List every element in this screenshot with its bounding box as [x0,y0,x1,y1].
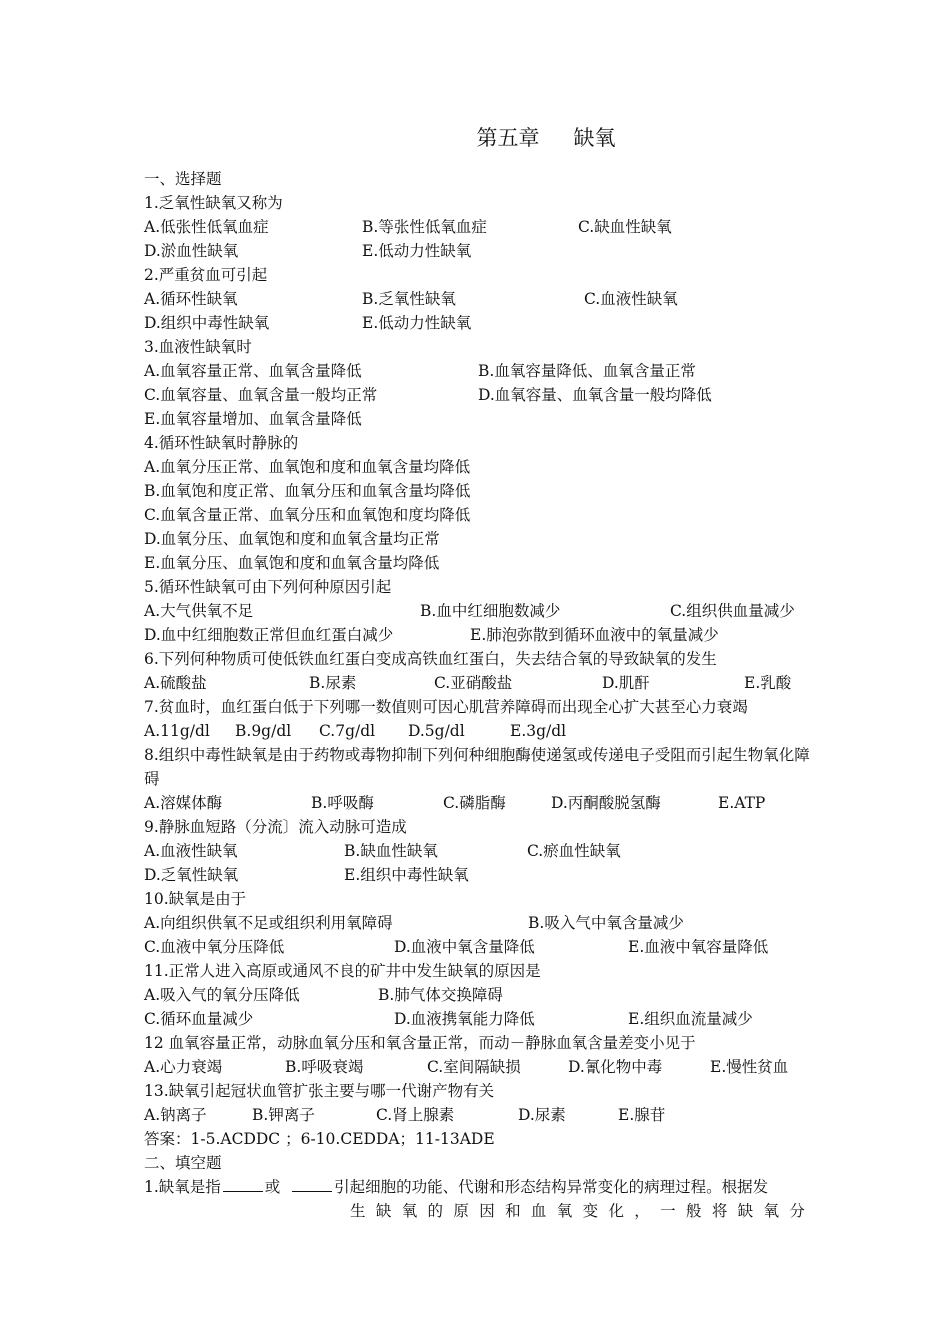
option-choice[interactable]: B.钾离子 [252,1106,315,1124]
chapter-title [0,122,950,152]
option-choice[interactable]: E.组织中毒性缺氧 [344,866,469,884]
option-choice[interactable]: D.5g/dl [408,722,465,740]
option-row [144,839,814,863]
question-stem: 10.缺氧是由于 [144,890,247,908]
option-choice[interactable]: D.血氧容量、血氧含量一般均降低 [478,386,712,404]
option-choice[interactable]: E.低动力性缺氧 [362,314,472,332]
option-choice[interactable]: E.乳酸 [744,674,792,692]
option-choice[interactable]: E.3g/dl [510,722,567,740]
spread-char: 氧 [556,1202,573,1220]
question-stem: 2.严重贫血可引起 [144,266,268,284]
option-choice[interactable]: B.等张性低氧血症 [362,218,487,236]
option-choice[interactable]: E.组织血流量减少 [628,1010,753,1028]
option-choice[interactable]: D.尿素 [518,1106,566,1124]
spread-char: 缺 [375,1202,392,1220]
option-choice[interactable]: A.向组织供氧不足或组织利用氧障碍 [144,914,393,932]
option-choice[interactable]: D.肌酐 [602,674,650,692]
option-row [144,503,814,527]
spread-char: 氧 [763,1202,780,1220]
option-choice[interactable]: B.呼吸酶 [311,794,374,812]
option-choice[interactable]: A.血氧分压正常、血氧饱和度和血氧含量均降低 [144,458,471,476]
option-choice[interactable]: C.血液中氧分压降低 [144,938,285,956]
option-choice[interactable]: D.血液中氧含量降低 [394,938,535,956]
option-choice[interactable]: C.组织供血量减少 [670,602,795,620]
option-row [144,527,814,551]
option-choice[interactable]: E.肺泡弥散到循环血液中的氧量减少 [470,626,719,644]
question-list [144,191,814,1127]
option-choice[interactable]: D.血中红细胞数正常但血红蛋白减少 [144,626,394,644]
option-choice[interactable]: A.11g/dl [144,722,210,740]
spread-char: 般 [685,1202,702,1220]
fill-continuation [144,1199,814,1223]
fill-suffix: 引起细胞的功能、代谢和形态结构异常变化的病理过程。根据发 [334,1178,769,1196]
option-choice[interactable]: C.血氧容量、血氧含量一般均正常 [144,386,378,404]
option-choice[interactable]: C.缺血性缺氧 [578,218,672,236]
option-row [144,719,814,743]
option-choice[interactable]: C.7g/dl [319,722,376,740]
fill-mid: 或 [264,1178,281,1196]
option-row [144,239,814,263]
answer-key: 答案：1-5.ACDDC ；6-10.CEDDA；11-13ADE [144,1130,495,1148]
spread-char: 分 [789,1202,805,1220]
option-choice[interactable]: D.丙酮酸脱氢酶 [551,794,661,812]
option-row [144,359,814,383]
option-choice[interactable]: C.磷脂酶 [443,794,506,812]
option-choice[interactable]: A.大气供氧不足 [144,602,254,620]
option-choice[interactable]: A.血液性缺氧 [144,842,238,860]
question-stem: 5.循环性缺氧可由下列何种原因引起 [144,578,392,596]
option-row [144,599,814,623]
option-choice[interactable]: E.血氧分压、血氧饱和度和血氧含量均降低 [144,554,440,572]
exam-content [144,167,814,1223]
answer-blank[interactable] [223,1176,263,1192]
spread-char: 血 [530,1202,547,1220]
answer-blank[interactable] [292,1176,332,1192]
spread-char: 和 [505,1202,521,1220]
option-choice[interactable]: C.血氧含量正常、血氧分压和血氧饱和度均降低 [144,506,471,524]
option-choice[interactable]: A.硫酸盐 [144,674,207,692]
question-stem: 9.静脉血短路（分流〕流入动脉可造成 [144,818,407,836]
option-row [144,407,814,431]
option-row [144,935,814,959]
option-choice[interactable]: B.吸入气中氧含量减少 [528,914,684,932]
option-choice[interactable]: B.乏氧性缺氧 [362,290,456,308]
option-row [144,1007,814,1031]
spread-char: 缺 [737,1202,754,1220]
question-stem: 3.血液性缺氧时 [144,338,252,356]
option-row [144,863,814,887]
option-choice[interactable]: E.低动力性缺氧 [362,242,472,260]
spread-char: 原 [453,1202,469,1220]
option-row [144,383,814,407]
option-choice[interactable]: E.血液中氧容量降低 [628,938,769,956]
spread-char: 氧 [401,1202,418,1220]
option-choice[interactable]: B.肺气体交换障碍 [378,986,503,1004]
spread-char: ， [634,1202,650,1220]
spread-char: 生 [350,1202,366,1220]
option-row [144,911,814,935]
option-choice[interactable]: D.组织中毒性缺氧 [144,314,270,332]
question-stem: 1.乏氧性缺氧又称为 [144,194,283,212]
section-heading: 一、选择题 [144,170,222,188]
option-choice[interactable]: C.肾上腺素 [376,1106,455,1124]
option-choice[interactable]: D.淤血性缺氧 [144,242,239,260]
option-choice[interactable]: E.腺苷 [618,1106,666,1124]
question-stem: 7.贫血时，血红蛋白低于下列哪一数值则可因心肌营养障碍而出现全心扩大甚至心力衰竭 [144,698,748,716]
option-row [144,623,814,647]
option-row [144,215,814,239]
option-choice[interactable]: C.瘀血性缺氧 [527,842,621,860]
option-choice[interactable]: D.血液携氧能力降低 [394,1010,535,1028]
option-row [144,287,814,311]
option-choice[interactable]: B.尿素 [309,674,357,692]
option-choice[interactable]: B.血氧饱和度正常、血氧分压和血氧含量均降低 [144,482,471,500]
option-row [144,311,814,335]
question-stem: 12 血氧容量正常，动脉血氧分压和氧含量正常，而动－静脉血氧含量差变小见于 [144,1034,696,1052]
option-choice[interactable]: B.缺血性缺氧 [344,842,438,860]
option-choice[interactable]: D.氰化物中毒 [568,1058,663,1076]
option-choice[interactable]: A.血氧容量正常、血氧含量降低 [144,362,362,380]
option-choice[interactable]: A.心力衰竭 [144,1058,223,1076]
chapter-number: 第五章 [476,126,540,150]
option-choice[interactable]: C.室间隔缺损 [427,1058,521,1076]
question-stem: 11.正常人进入高原或通风不良的矿井中发生缺氧的原因是 [144,962,541,980]
spread-char: 将 [711,1202,728,1220]
question-stem: 4.循环性缺氧时静脉的 [144,434,299,452]
option-choice[interactable]: A.钠离子 [144,1106,207,1124]
option-choice[interactable]: A.循环性缺氧 [144,290,238,308]
spread-char: 变 [582,1202,599,1220]
option-choice[interactable]: E.ATP [718,794,766,812]
option-choice[interactable]: B.9g/dl [235,722,292,740]
fill-question [144,1175,814,1199]
question-stem: 13.缺氧引起冠状血管扩张主要与哪一代谢产物有关 [144,1082,495,1100]
spread-char: 的 [427,1202,444,1220]
option-choice[interactable]: C.循环血量减少 [144,1010,254,1028]
option-row [144,1103,814,1127]
option-choice[interactable]: E.血氧容量增加、血氧含量降低 [144,410,362,428]
question-stem: 6.下列何种物质可使低铁血红蛋白变成高铁血红蛋白，失去结合氧的导致缺氧的发生 [144,650,717,668]
option-choice[interactable]: D.乏氧性缺氧 [144,866,239,884]
chapter-topic: 缺氧 [573,126,616,150]
option-row [144,983,814,1007]
spread-text [350,1199,805,1223]
option-choice[interactable]: A.吸入气的氧分压降低 [144,986,300,1004]
section-heading: 二、填空题 [144,1154,222,1172]
option-choice[interactable]: D.血氧分压、血氧饱和度和血氧含量均正常 [144,530,440,548]
option-choice[interactable]: B.血中红细胞数减少 [420,602,561,620]
spread-char: 一 [660,1202,676,1220]
spread-char: 化 [608,1202,624,1220]
fill-prefix: 1.缺氧是指 [144,1178,221,1196]
option-choice[interactable]: A.溶媒体酶 [144,794,223,812]
option-choice[interactable]: C.血液性缺氧 [584,290,678,308]
option-row [144,551,814,575]
option-row [144,455,814,479]
option-row [144,791,814,815]
option-choice[interactable]: A.低张性低氧血症 [144,218,269,236]
question-stem: 8.组织中毒性缺氧是由于药物或毒物抑制下列何种细胞酶使递氢或传递电子受阻而引起生物氧化障碍 [144,746,810,788]
option-choice[interactable]: C.亚硝酸盐 [434,674,513,692]
option-row [144,671,814,695]
option-row [144,1055,814,1079]
option-choice[interactable]: E.慢性贫血 [710,1058,789,1076]
option-choice[interactable]: B.血氧容量降低、血氧含量正常 [478,362,696,380]
spread-char: 因 [479,1202,495,1220]
option-row [144,479,814,503]
option-choice[interactable]: B.呼吸衰竭 [285,1058,364,1076]
